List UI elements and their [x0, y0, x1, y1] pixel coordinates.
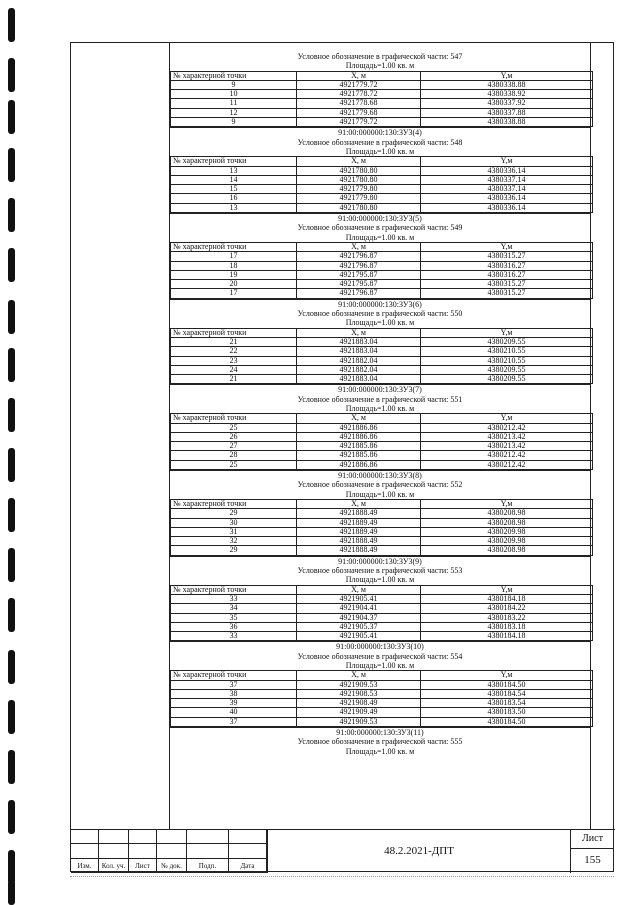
table-row [171, 347, 593, 356]
y-cell: 4380209.98 [421, 527, 593, 536]
table-row [171, 451, 593, 460]
column-header-point: № характерной точки [171, 585, 297, 594]
x-cell: 4921885.86 [297, 442, 421, 451]
point-cell: 13 [171, 166, 297, 175]
y-cell: 4380316.27 [421, 261, 593, 270]
table-row [171, 118, 593, 127]
table-row [171, 537, 593, 546]
binder-mark [8, 398, 15, 432]
x-cell: 4921779.68 [297, 108, 421, 117]
stamp-cell [229, 830, 267, 844]
y-cell: 4380336.14 [421, 203, 593, 212]
table-row [171, 356, 593, 365]
table-row [171, 509, 593, 518]
y-cell: 4380184.50 [421, 680, 593, 689]
parcel-block [170, 470, 590, 556]
binder-mark [8, 448, 15, 482]
y-cell: 4380337.14 [421, 175, 593, 184]
table-row [171, 108, 593, 117]
point-cell: 37 [171, 717, 297, 726]
binder-mark [8, 750, 15, 784]
table-header-row [171, 585, 593, 594]
y-cell: 4380208.98 [421, 518, 593, 527]
parcel-number: 91:00:000000:130:ЗУ3(7) [170, 384, 590, 394]
column-header-point: № характерной точки [171, 671, 297, 680]
column-header-y: Y,м [421, 157, 593, 166]
point-cell: 36 [171, 622, 297, 631]
y-cell: 4380212.42 [421, 460, 593, 469]
column-header-x: X, м [297, 414, 421, 423]
column-header-x: X, м [297, 71, 421, 80]
point-cell: 22 [171, 347, 297, 356]
area-line: Площадь=1.00 кв. м [345, 403, 415, 413]
point-cell: 30 [171, 518, 297, 527]
y-cell: 4380338.88 [421, 80, 593, 89]
condition-line: Условное обозначение в графической части: 549 [297, 223, 463, 233]
binder-mark [8, 880, 15, 905]
binder-mark [8, 548, 15, 582]
parcel-number: 91:00:000000:130:ЗУ3(8) [170, 470, 590, 480]
x-cell: 4921779.80 [297, 194, 421, 203]
table-row [171, 289, 593, 298]
y-cell: 4380183.22 [421, 613, 593, 622]
stamp-cell [187, 830, 229, 844]
column-header-y: Y,м [421, 414, 593, 423]
x-cell: 4921885.86 [297, 451, 421, 460]
column-header-point: № характерной точки [171, 71, 297, 80]
x-cell: 4921778.68 [297, 99, 421, 108]
table-row [171, 203, 593, 212]
document-frame [70, 42, 614, 872]
table-row [171, 280, 593, 289]
x-cell: 4921909.53 [297, 680, 421, 689]
stamp-cell [129, 830, 157, 844]
area-line: Площадь=1.00 кв. м [345, 746, 415, 756]
y-cell: 4380337.88 [421, 108, 593, 117]
x-cell: 4921796.87 [297, 289, 421, 298]
column-header-x: X, м [297, 328, 421, 337]
column-header-x: X, м [297, 585, 421, 594]
x-cell: 4921905.37 [297, 622, 421, 631]
point-cell: 23 [171, 356, 297, 365]
y-cell: 4380209.98 [421, 537, 593, 546]
table-row [171, 613, 593, 622]
table-row [171, 632, 593, 641]
table-row [171, 604, 593, 613]
point-cell: 25 [171, 460, 297, 469]
stamp-cell [157, 844, 187, 858]
point-cell: 33 [171, 632, 297, 641]
column-header-point: № характерной точки [171, 328, 297, 337]
table-header-row [171, 242, 593, 251]
x-cell: 4921778.72 [297, 90, 421, 99]
y-cell: 4380315.27 [421, 289, 593, 298]
column-header-y: Y,м [421, 242, 593, 251]
coordinates-content [169, 43, 591, 829]
column-header-y: Y,м [421, 585, 593, 594]
y-cell: 4380336.14 [421, 194, 593, 203]
coordinates-table [170, 413, 593, 470]
point-cell: 26 [171, 432, 297, 441]
table-row [171, 175, 593, 184]
point-cell: 35 [171, 613, 297, 622]
table-row [171, 442, 593, 451]
table-row [171, 622, 593, 631]
column-header-x: X, м [297, 242, 421, 251]
parcel-block [170, 213, 590, 299]
x-cell: 4921882.04 [297, 365, 421, 374]
stamp-cell [157, 830, 187, 844]
point-cell: 21 [171, 337, 297, 346]
y-cell: 4380213.42 [421, 442, 593, 451]
x-cell: 4921796.87 [297, 261, 421, 270]
y-cell: 4380212.42 [421, 423, 593, 432]
stamp-cell [187, 844, 229, 858]
coordinates-table [170, 670, 593, 727]
table-row [171, 460, 593, 469]
binder-mark [8, 198, 15, 232]
area-line: Площадь=1.00 кв. м [345, 661, 415, 670]
y-cell: 4380336.14 [421, 166, 593, 175]
point-cell: 14 [171, 175, 297, 184]
y-cell: 4380184.18 [421, 594, 593, 603]
point-cell: 17 [171, 252, 297, 261]
point-cell: 17 [171, 289, 297, 298]
x-cell: 4921780.80 [297, 175, 421, 184]
point-cell: 28 [171, 451, 297, 460]
table-row [171, 423, 593, 432]
stamp-label: Лист [129, 859, 157, 873]
point-cell: 33 [171, 594, 297, 603]
table-row [171, 432, 593, 441]
point-cell: 34 [171, 604, 297, 613]
point-cell: 32 [171, 537, 297, 546]
point-cell: 15 [171, 185, 297, 194]
parcel-number: 91:00:000000:130:ЗУ3(11) [170, 727, 590, 737]
table-row [171, 194, 593, 203]
condition-line: Условное обозначение в графической части: 554 [297, 651, 463, 661]
table-row [171, 680, 593, 689]
point-cell: 27 [171, 442, 297, 451]
table-row [171, 261, 593, 270]
y-cell: 4380338.88 [421, 118, 593, 127]
column-header-y: Y,м [421, 328, 593, 337]
stamp-cell [129, 844, 157, 858]
bottom-dotted-line [70, 876, 614, 877]
table-row [171, 699, 593, 708]
y-cell: 4380183.18 [421, 622, 593, 631]
stamp-label: Изм. [71, 859, 99, 873]
table-row [171, 337, 593, 346]
parcel-block [170, 299, 590, 385]
stamp-label: Подп. [187, 859, 229, 873]
column-header-point: № характерной точки [171, 242, 297, 251]
x-cell: 4921883.04 [297, 375, 421, 384]
binder-mark [8, 650, 15, 684]
coordinates-table [170, 71, 593, 128]
table-row [171, 99, 593, 108]
column-header-point: № характерной точки [171, 499, 297, 508]
point-cell: 37 [171, 680, 297, 689]
column-header-y: Y,м [421, 499, 593, 508]
table-header-row [171, 671, 593, 680]
x-cell: 4921888.49 [297, 546, 421, 555]
stamp-cell [99, 830, 129, 844]
document-code: 48.2.2021-ДПТ [267, 830, 571, 873]
column-header-point: № характерной точки [171, 157, 297, 166]
table-header-row [171, 328, 593, 337]
title-block [71, 829, 615, 873]
column-header-point: № характерной точки [171, 414, 297, 423]
table-row [171, 594, 593, 603]
y-cell: 4380184.18 [421, 632, 593, 641]
y-cell: 4380210.55 [421, 347, 593, 356]
table-header-row [171, 157, 593, 166]
stamp-cell [71, 830, 99, 844]
x-cell: 4921889.49 [297, 518, 421, 527]
point-cell: 31 [171, 527, 297, 536]
parcel-number: 91:00:000000:130:ЗУ3(6) [170, 299, 590, 309]
binder-mark [8, 348, 15, 382]
parcel-block [170, 52, 590, 127]
parcel-number: 91:00:000000:130:ЗУ3(4) [170, 127, 590, 137]
y-cell: 4380315.27 [421, 252, 593, 261]
parcel-number: 91:00:000000:130:ЗУ3(9) [170, 556, 590, 566]
sheet-number: 155 [584, 854, 601, 866]
point-cell: 16 [171, 194, 297, 203]
point-cell: 29 [171, 546, 297, 555]
table-header-row [171, 414, 593, 423]
x-cell: 4921888.49 [297, 537, 421, 546]
x-cell: 4921909.53 [297, 717, 421, 726]
y-cell: 4380338.92 [421, 90, 593, 99]
y-cell: 4380316.27 [421, 270, 593, 279]
area-line: Площадь=1.00 кв. м [345, 146, 415, 156]
x-cell: 4921904.41 [297, 604, 421, 613]
table-header-row [171, 71, 593, 80]
condition-line: Условное обозначение в графической части: 548 [297, 137, 463, 147]
stamp-cell [229, 844, 267, 858]
x-cell: 4921780.80 [297, 203, 421, 212]
table-row [171, 375, 593, 384]
condition-line: Условное обозначение в графической части: 553 [297, 566, 463, 576]
column-header-x: X, м [297, 499, 421, 508]
x-cell: 4921908.53 [297, 689, 421, 698]
x-cell: 4921796.87 [297, 252, 421, 261]
y-cell: 4380183.54 [421, 699, 593, 708]
condition-line: Условное обозначение в графической части: 547 [297, 52, 463, 61]
point-cell: 25 [171, 423, 297, 432]
table-row [171, 90, 593, 99]
y-cell: 4380337.14 [421, 185, 593, 194]
binder-mark [8, 850, 15, 884]
table-row [171, 689, 593, 698]
x-cell: 4921882.04 [297, 356, 421, 365]
area-line: Площадь=1.00 кв. м [345, 61, 415, 71]
x-cell: 4921886.86 [297, 460, 421, 469]
point-cell: 39 [171, 699, 297, 708]
y-cell: 4380337.92 [421, 99, 593, 108]
coordinates-table [170, 585, 593, 642]
coordinates-table [170, 328, 593, 385]
x-cell: 4921888.49 [297, 509, 421, 518]
point-cell: 18 [171, 261, 297, 270]
point-cell: 11 [171, 99, 297, 108]
x-cell: 4921904.37 [297, 613, 421, 622]
condition-line: Условное обозначение в графической части: 550 [297, 309, 463, 319]
parcel-number: 91:00:000000:130:ЗУ3(10) [170, 641, 590, 651]
stamp-cell [71, 844, 99, 858]
table-row [171, 717, 593, 726]
area-line: Площадь=1.00 кв. м [345, 232, 415, 242]
table-row [171, 166, 593, 175]
table-row [171, 252, 593, 261]
point-cell: 9 [171, 118, 297, 127]
point-cell: 38 [171, 689, 297, 698]
y-cell: 4380184.50 [421, 717, 593, 726]
condition-line: Условное обозначение в графической части: 552 [297, 480, 463, 490]
y-cell: 4380210.55 [421, 356, 593, 365]
binder-mark [8, 58, 15, 92]
binder-mark [8, 248, 15, 282]
x-cell: 4921780.80 [297, 166, 421, 175]
table-row [171, 518, 593, 527]
x-cell: 4921889.49 [297, 527, 421, 536]
table-header-row [171, 499, 593, 508]
x-cell: 4921908.49 [297, 699, 421, 708]
table-row [171, 527, 593, 536]
x-cell: 4921886.86 [297, 432, 421, 441]
area-line: Площадь=1.00 кв. м [345, 489, 415, 499]
point-cell: 40 [171, 708, 297, 717]
parcel-block [170, 127, 590, 213]
binder-mark [8, 8, 15, 42]
x-cell: 4921779.80 [297, 185, 421, 194]
x-cell: 4921909.49 [297, 708, 421, 717]
binder-mark [8, 148, 15, 182]
binder-mark [8, 498, 15, 532]
x-cell: 4921883.04 [297, 347, 421, 356]
y-cell: 4380213.42 [421, 432, 593, 441]
condition-line: Условное обозначение в графической части: 555 [297, 737, 463, 747]
table-row [171, 365, 593, 374]
column-header-x: X, м [297, 157, 421, 166]
table-row [171, 546, 593, 555]
parcel-block [170, 641, 590, 727]
table-row [171, 80, 593, 89]
x-cell: 4921779.72 [297, 80, 421, 89]
x-cell: 4921905.41 [297, 594, 421, 603]
binder-mark [8, 700, 15, 734]
column-header-x: X, м [297, 671, 421, 680]
table-row [171, 270, 593, 279]
y-cell: 4380315.27 [421, 280, 593, 289]
coordinates-table [170, 156, 593, 213]
x-cell: 4921795.87 [297, 270, 421, 279]
area-line: Площадь=1.00 кв. м [345, 575, 415, 585]
point-cell: 13 [171, 203, 297, 212]
binder-mark [8, 800, 15, 834]
table-row [171, 708, 593, 717]
sheet-label: Лист [571, 830, 614, 849]
y-cell: 4380209.55 [421, 365, 593, 374]
x-cell: 4921886.86 [297, 423, 421, 432]
parcel-block [170, 727, 590, 756]
binder-holes [4, 0, 20, 905]
parcel-block [170, 556, 590, 642]
y-cell: 4380183.50 [421, 708, 593, 717]
parcel-block [170, 384, 590, 470]
x-cell: 4921905.41 [297, 632, 421, 641]
coordinates-table [170, 499, 593, 556]
y-cell: 4380184.22 [421, 604, 593, 613]
binder-mark [8, 100, 15, 134]
x-cell: 4921779.72 [297, 118, 421, 127]
y-cell: 4380184.54 [421, 689, 593, 698]
y-cell: 4380212.42 [421, 451, 593, 460]
y-cell: 4380208.98 [421, 546, 593, 555]
point-cell: 24 [171, 365, 297, 374]
point-cell: 29 [171, 509, 297, 518]
stamp-label: № док. [157, 859, 187, 873]
stamp-cell [99, 844, 129, 858]
y-cell: 4380209.55 [421, 375, 593, 384]
binder-mark [8, 300, 15, 334]
condition-line: Условное обозначение в графической части: 551 [297, 394, 463, 404]
table-row [171, 185, 593, 194]
x-cell: 4921883.04 [297, 337, 421, 346]
y-cell: 4380209.55 [421, 337, 593, 346]
coordinates-table [170, 242, 593, 299]
point-cell: 10 [171, 90, 297, 99]
parcel-number: 91:00:000000:130:ЗУ3(5) [170, 213, 590, 223]
point-cell: 12 [171, 108, 297, 117]
column-header-y: Y,м [421, 671, 593, 680]
stamp-label: Кол. уч. [99, 859, 129, 873]
x-cell: 4921795.87 [297, 280, 421, 289]
column-header-y: Y,м [421, 71, 593, 80]
area-line: Площадь=1.00 кв. м [345, 318, 415, 328]
point-cell: 20 [171, 280, 297, 289]
point-cell: 21 [171, 375, 297, 384]
point-cell: 9 [171, 80, 297, 89]
point-cell: 19 [171, 270, 297, 279]
binder-mark [8, 598, 15, 632]
y-cell: 4380208.98 [421, 509, 593, 518]
stamp-label: Дата [229, 859, 267, 873]
